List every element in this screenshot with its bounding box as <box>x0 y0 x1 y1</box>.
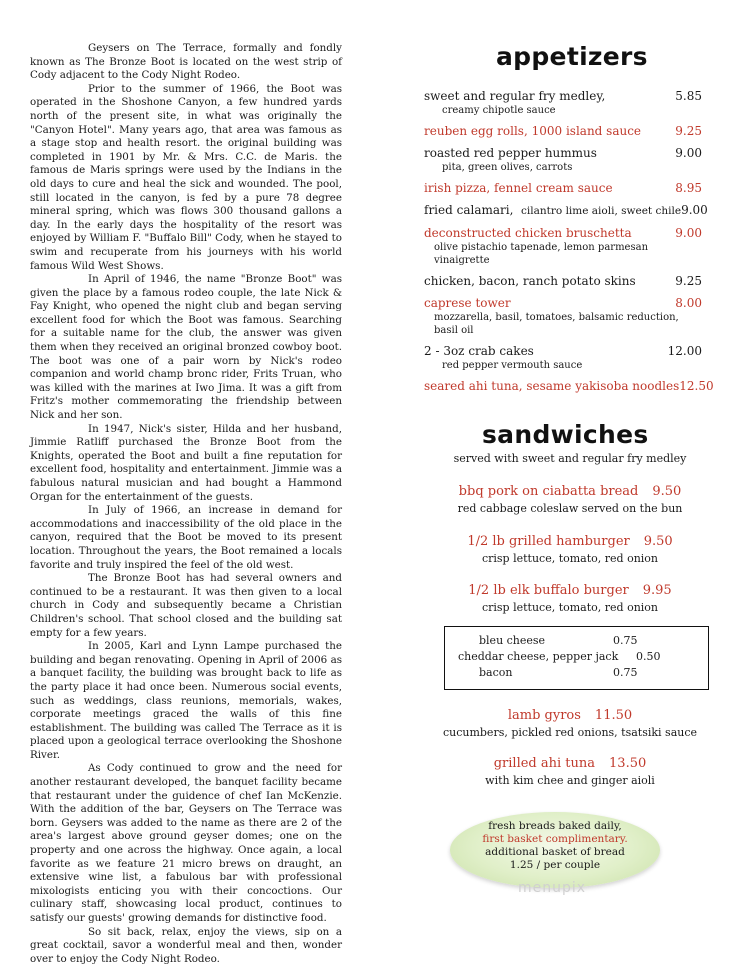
appetizer-desc: creamy chipotle sauce <box>442 105 556 116</box>
appetizer-name: seared ahi tuna, sesame yakisoba noodles <box>424 379 680 393</box>
history-paragraph: As Cody continued to grow and the need for another restaurant developed, the banquet facility became that restaurant under the guidence of chef Ian McKenzie. With the addition of the bar, Geysers on The Terrace was born. Geysers was added to the name as there are 2 of the area's largest above ground geyser domes; one on the property and one across the highway. Once again, a local favorite as we feature 21 micro brews on draught, an extensive wine list, a fabulous bar with professional mixologists enticing you with their concoctions. Our culinary staff, showcasing local product, continues to satisfy our guests' growing demands for distinctive food. <box>30 762 342 924</box>
appetizer-inline-desc: cilantro lime aioli, sweet chile <box>521 205 682 217</box>
sandwiches-subtitle: served with sweet and regular fry medley <box>453 452 687 465</box>
sandwich-desc: cucumbers, pickled red onions, tsatsiki sauce <box>442 726 698 739</box>
appetizer-item <box>424 202 708 219</box>
bread-line: additional basket of bread <box>485 846 625 858</box>
watermark: menupix <box>518 880 587 896</box>
history-text <box>30 42 342 966</box>
appetizer-item <box>424 145 702 174</box>
appetizer-item <box>424 123 702 139</box>
appetizer-name: irish pizza, fennel cream sauce <box>424 181 613 195</box>
appetizer-name: 2 - 3oz crab cakes <box>424 344 534 358</box>
history-paragraph: Prior to the summer of 1966, the Boot was operated in the Shoshone Canyon, a few hundred yards north of the present site, in what was originally the "Canyon Hotel". Many years ago, that area was famous as a stage stop and health resort. the original building was completed in 1901 by Mr. & Mrs. C.C. de Maris. the famous de Maris springs were used by the Indians in the old days to cure and heal the sick and wounded. The pool, still located in the canyon, is fed by a pure 78 degree mineral spring, which was flows 300 thousand gallons a day. In the early days the hospitality of the resort was enjoyed by William F. "Buffalo Bill" Cody, when he stayed to swim and recuperate from his journeys with his world famous Wild West Shows. <box>30 82 342 272</box>
appetizer-name: caprese tower <box>424 296 511 310</box>
bread-line: first basket complimentary. <box>482 833 628 845</box>
sandwich-price: 9.50 <box>652 484 682 499</box>
appetizer-price: 9.25 <box>675 124 702 138</box>
addon-row <box>445 634 708 650</box>
sandwich-item <box>420 484 720 515</box>
bread-line: 1.25 / per couple <box>509 859 601 871</box>
appetizers-list <box>424 88 714 400</box>
appetizer-item <box>424 343 702 372</box>
sandwich-name: bbq pork on ciabatta bread <box>458 484 639 499</box>
sandwich-price: 13.50 <box>609 756 647 771</box>
appetizer-price: 9.25 <box>675 274 702 288</box>
sandwich-price: 9.50 <box>643 534 673 549</box>
addon-name: cheddar cheese, pepper jack <box>458 650 619 663</box>
addon-price: 0.50 <box>636 650 661 663</box>
appetizer-item <box>424 378 714 394</box>
appetizer-name: fried calamari, <box>424 203 514 217</box>
history-paragraph: Geysers on The Terrace, formally and fondly known as The Bronze Boot is located on the west strip of Cody adjacent to the Cody Night Rodeo. <box>30 42 342 82</box>
appetizer-name: reuben egg rolls, 1000 island sauce <box>424 124 642 138</box>
appetizer-desc: pita, green olives, carrots <box>442 162 573 173</box>
sandwich-desc: crisp lettuce, tomato, red onion <box>481 601 659 614</box>
sandwich-desc: crisp lettuce, tomato, red onion <box>481 552 659 565</box>
addon-name: bacon <box>479 666 513 679</box>
sandwich-desc: red cabbage coleslaw served on the bun <box>457 502 683 515</box>
appetizer-item <box>424 180 702 196</box>
history-paragraph: In 1947, Nick's sister, Hilda and her husband, Jimmie Ratliff purchased the Bronze Boot from the Knights, operated the Boot and built a fine reputation for excellent food, hospitality and entertainment. Jimmie was a fabulous natural musician and had bought a Hammond Organ for the entertainment of the guests. <box>30 422 342 503</box>
addon-price: 0.75 <box>613 666 638 679</box>
appetizer-item <box>424 295 702 337</box>
sandwich-price: 11.50 <box>594 708 633 723</box>
appetizer-price: 8.95 <box>675 181 702 195</box>
appetizer-price: 9.00 <box>681 203 708 217</box>
appetizer-item <box>424 225 702 267</box>
appetizer-item <box>424 273 702 289</box>
appetizer-price: 9.00 <box>675 226 702 240</box>
sandwich-name: grilled ahi tuna <box>493 756 596 771</box>
sandwich-name: lamb gyros <box>507 708 581 723</box>
sandwiches-heading: sandwiches <box>482 420 649 449</box>
sandwich-item <box>420 708 720 739</box>
appetizer-desc: olive pistachio tapenade, lemon parmesan vinaigrette <box>434 242 649 266</box>
appetizer-name: deconstructed chicken bruschetta <box>424 226 632 240</box>
sandwich-name: 1/2 lb elk buffalo burger <box>468 583 629 598</box>
sandwich-item <box>420 756 720 787</box>
bread-badge <box>450 812 660 888</box>
addons-box <box>444 626 709 690</box>
appetizer-desc: red pepper vermouth sauce <box>442 360 583 371</box>
appetizer-name: roasted red pepper hummus <box>424 146 597 160</box>
appetizer-name: sweet and regular fry medley, <box>424 89 606 103</box>
appetizer-price: 5.85 <box>675 89 702 103</box>
addon-row <box>445 666 708 682</box>
appetizer-desc: mozzarella, basil, tomatoes, balsamic reduction, basil oil <box>434 312 679 336</box>
sandwich-price: 9.95 <box>642 583 672 598</box>
sandwich-item <box>420 534 720 565</box>
history-paragraph: So sit back, relax, enjoy the views, sip on a great cocktail, savor a wonderful meal and then, wonder over to enjoy the Cody Night Rodeo. <box>30 925 342 965</box>
appetizer-name: chicken, bacon, ranch potato skins <box>424 274 636 288</box>
addon-row <box>445 650 708 666</box>
appetizer-price: 12.00 <box>667 344 702 358</box>
appetizer-item <box>424 88 702 117</box>
addon-price: 0.75 <box>613 634 638 647</box>
history-paragraph: In 2005, Karl and Lynn Lampe purchased the building and began renovating. Opening in April of 2006 as a banquet facility, the building was brought back to life as the party place it had once been. Numerous social events, such as weddings, class reunions, memorials, wakes, corporate meetings graced the walls of this fine establishment. The building was called The Terrace as it is placed upon a geological terrace overlooking the Shoshone River. <box>30 640 342 761</box>
history-paragraph: In July of 1966, an increase in demand for accommodations and inaccessibility of the old place in the canyon, required that the Boot be moved to its present location. Throughout the years, the Boot remained a locals favorite and truly inspired the feel of the old west. <box>30 504 342 571</box>
history-paragraph: In April of 1946, the name "Bronze Boot" was given the place by a famous rodeo couple, the late Nick & Fay Knight, who opened the night club and began serving excellent food for which the Boot was famous. Searching for a suitable name for the club, the answer was given them when they received an original bronzed cowboy boot. The boot was one of a pair worn by Nick's rodeo companion and world champ bronc rider, Frits Truan, who was killed with the marines at Iwo Jima. It was a gift from Fritz's mother commemorating the friendship between Nick and her son. <box>30 273 342 422</box>
sandwich-item <box>420 583 720 614</box>
appetizer-price: 12.50 <box>679 379 714 393</box>
history-paragraph: The Bronze Boot has had several owners and continued to be a restaurant. It was then given to a local church in Cody and subsequently became a Christian Children's school. That school closed and the building sat empty for a few years. <box>30 572 342 639</box>
appetizers-heading: appetizers <box>496 42 648 71</box>
sandwich-name: 1/2 lb grilled hamburger <box>467 534 630 549</box>
sandwich-desc: with kim chee and ginger aioli <box>485 774 655 787</box>
appetizer-price: 8.00 <box>675 296 702 310</box>
addon-name: bleu cheese <box>479 634 546 647</box>
bread-line: fresh breads baked daily, <box>488 820 622 832</box>
appetizer-price: 9.00 <box>675 146 702 160</box>
